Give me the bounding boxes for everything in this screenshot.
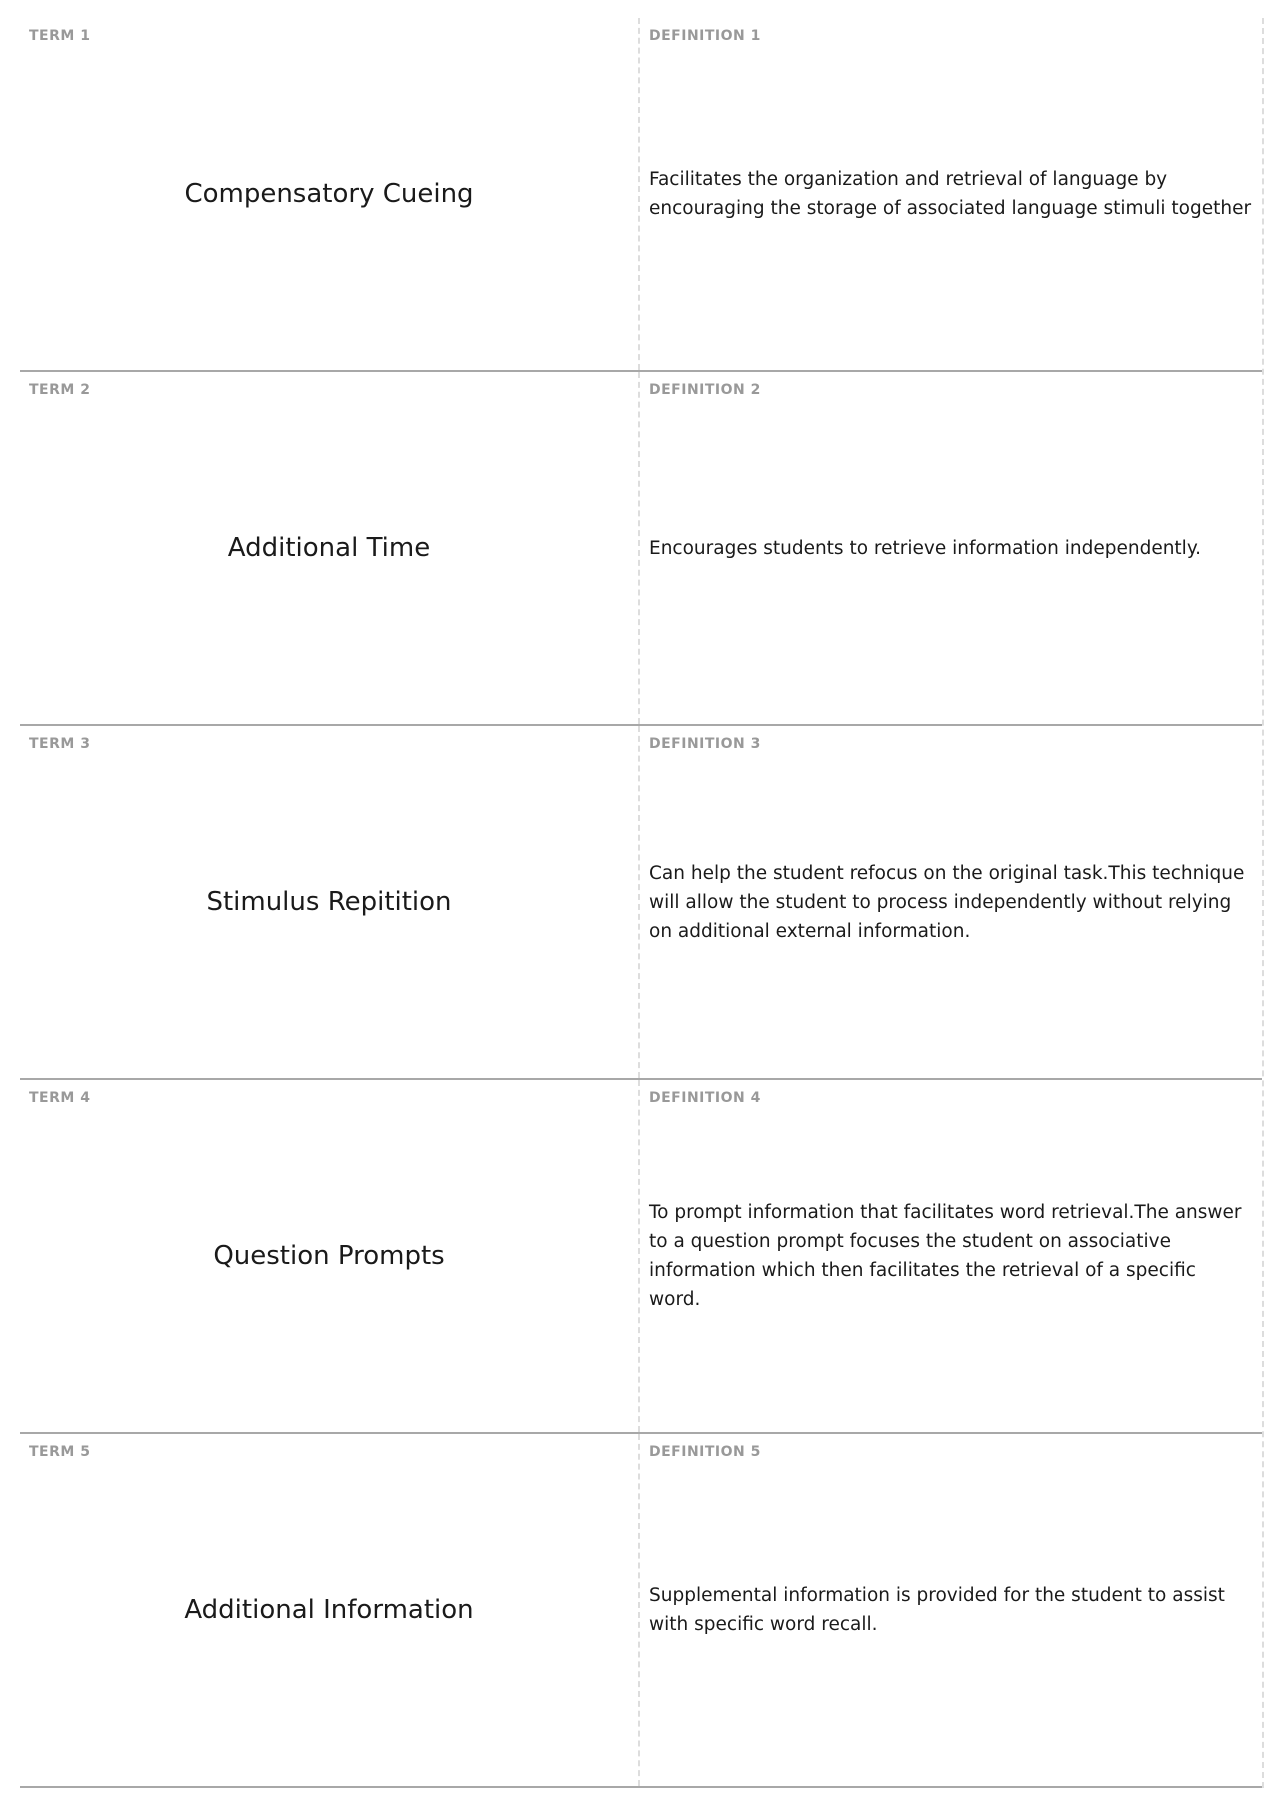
term-label: TERM 3 bbox=[29, 736, 91, 752]
definition-content: Can help the student refocus on the original task.This technique will allow the student to process independently without relying on additional external information. bbox=[649, 862, 1245, 942]
definition-label: DEFINITION 2 bbox=[649, 382, 761, 398]
term-text: Compensatory Cueing bbox=[184, 179, 474, 209]
definition-label: DEFINITION 3 bbox=[649, 736, 761, 752]
term-text: Additional Time bbox=[227, 533, 431, 563]
definition-cell bbox=[640, 18, 1262, 370]
definition-label: DEFINITION 5 bbox=[649, 1444, 761, 1460]
definition-content: Facilitates the organization and retrieval of language by encouraging the storage of associated language stimuli together bbox=[649, 169, 1252, 219]
term-label: TERM 4 bbox=[29, 1090, 91, 1106]
term-label: TERM 5 bbox=[29, 1444, 91, 1460]
term-cell bbox=[20, 1434, 640, 1786]
definition-cell bbox=[640, 372, 1262, 724]
definition-text bbox=[649, 372, 1252, 724]
definition-cell bbox=[640, 726, 1262, 1078]
card-row bbox=[20, 18, 1262, 372]
term-label: TERM 2 bbox=[29, 382, 91, 398]
definition-text bbox=[649, 1434, 1252, 1786]
term-label: TERM 1 bbox=[29, 28, 91, 44]
term-cell bbox=[20, 18, 640, 370]
term-text: Question Prompts bbox=[213, 1241, 445, 1271]
definition-label: DEFINITION 4 bbox=[649, 1090, 761, 1106]
definition-content: Supplemental information is provided for the student to assist with specific word recall. bbox=[649, 1585, 1225, 1635]
definition-cell bbox=[640, 1080, 1262, 1432]
card-row bbox=[20, 726, 1262, 1080]
card-row bbox=[20, 1080, 1262, 1434]
definition-text bbox=[649, 1080, 1252, 1432]
definition-text bbox=[649, 18, 1252, 370]
term-cell bbox=[20, 372, 640, 724]
term-cell bbox=[20, 726, 640, 1078]
definition-cell bbox=[640, 1434, 1262, 1786]
card-row bbox=[20, 372, 1262, 726]
definition-label: DEFINITION 1 bbox=[649, 28, 761, 44]
term-text: Stimulus Repitition bbox=[206, 887, 452, 917]
definition-text bbox=[649, 726, 1252, 1078]
flashcard-sheet bbox=[20, 18, 1264, 1788]
term-cell bbox=[20, 1080, 640, 1432]
card-row bbox=[20, 1434, 1262, 1788]
definition-content: To prompt information that facilitates word retrieval.The answer to a question prompt focuses the student on associative information which then facilitates the retrieval of a specific word. bbox=[649, 1202, 1242, 1310]
definition-content: Encourages students to retrieve information independently. bbox=[649, 537, 1202, 559]
term-text: Additional Information bbox=[184, 1595, 474, 1625]
